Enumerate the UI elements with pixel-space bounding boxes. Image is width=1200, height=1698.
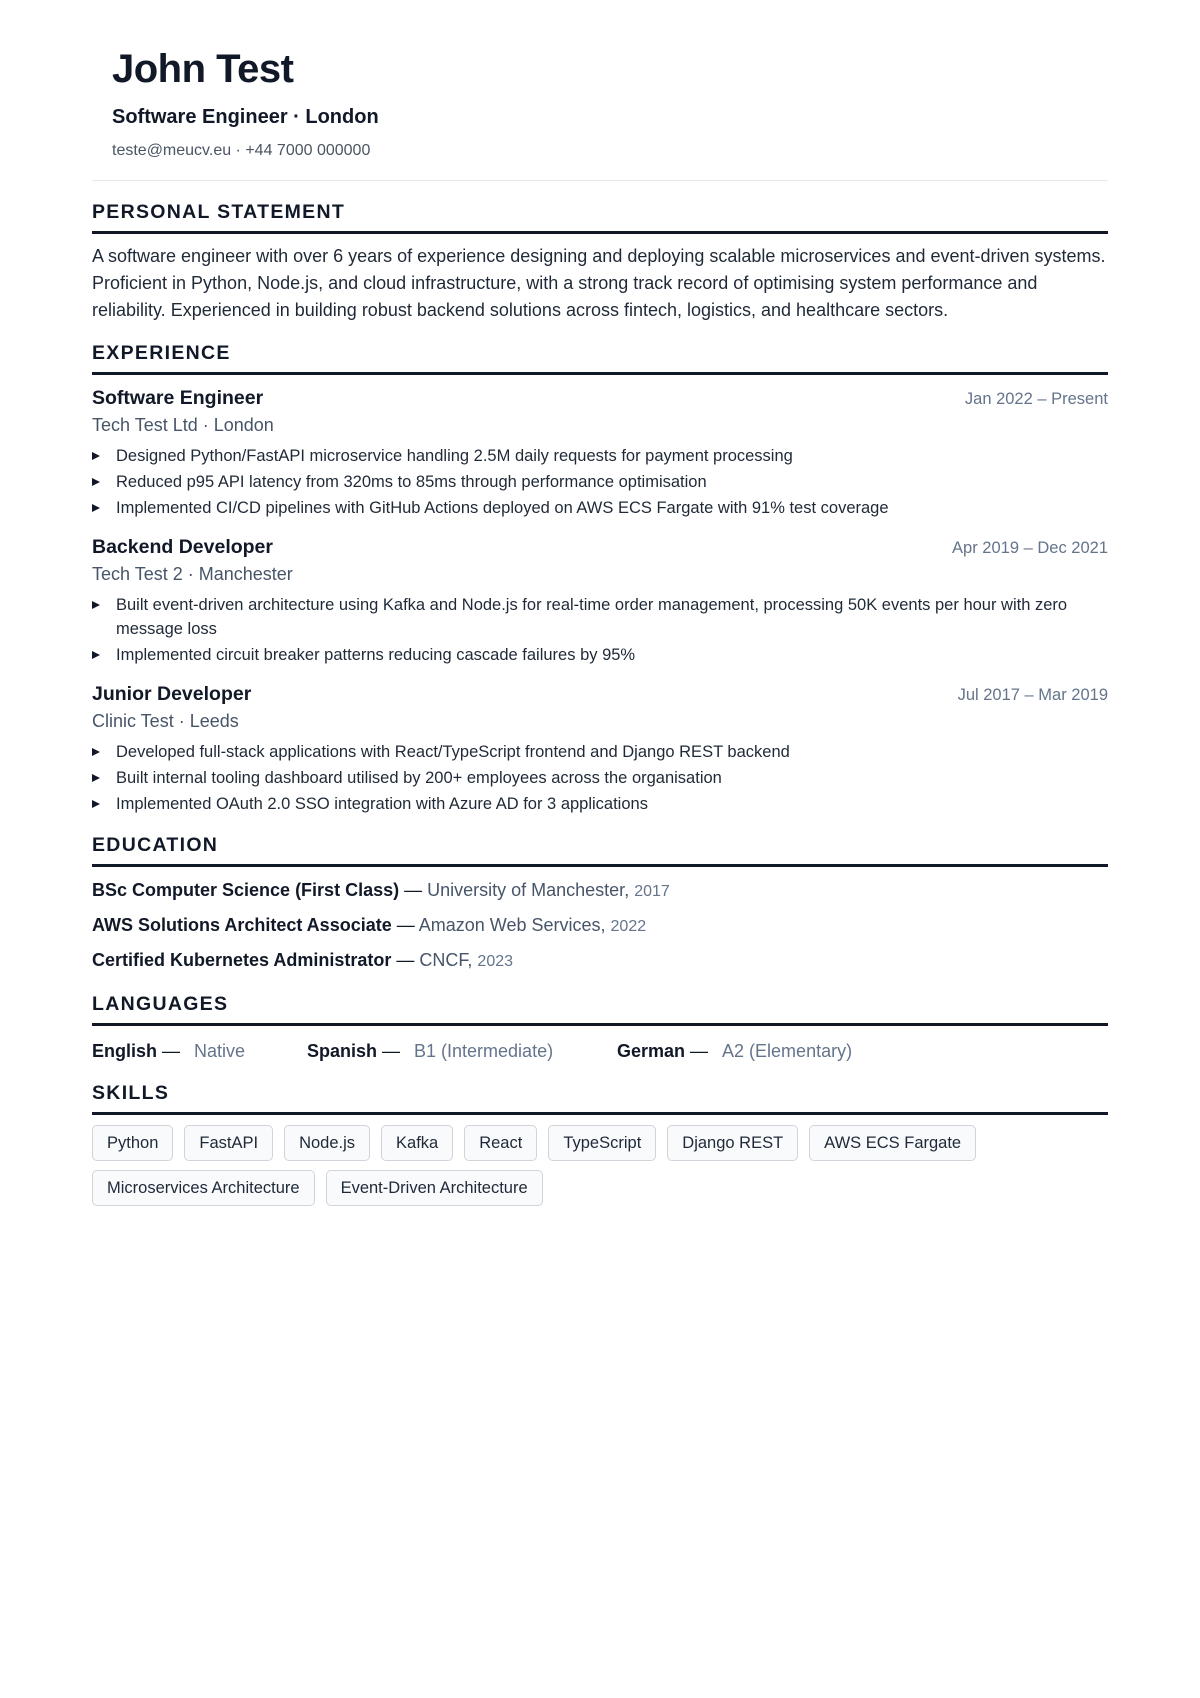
skills-section (92, 1080, 1108, 1215)
skill-chip: FastAPI (184, 1125, 273, 1161)
job-bullet: Designed Python/FastAPI microservice handling 2.5M daily requests for payment processing (92, 444, 1108, 468)
education-degree: AWS Solutions Architect Associate (92, 915, 392, 935)
section-title-experience: EXPERIENCE (92, 340, 1108, 375)
job-dates: Apr 2019 – Dec 2021 (952, 539, 1108, 557)
language-item (92, 1038, 307, 1064)
job-bullets (92, 593, 1108, 667)
job-company: Tech Test Ltd · London (92, 415, 274, 435)
education-list (92, 877, 1108, 975)
education-degree: Certified Kubernetes Administrator (92, 950, 392, 970)
job-company: Tech Test 2 · Manchester (92, 564, 293, 584)
job-bullet: Reduced p95 API latency from 320ms to 85ms through performance optimisation (92, 470, 1108, 494)
job-dates: Jan 2022 – Present (964, 390, 1108, 408)
bullet-triangle-icon (92, 601, 100, 609)
candidate-headline: Software Engineer · London (112, 106, 379, 128)
bullet-triangle-icon (92, 478, 100, 486)
job-entry (92, 534, 1108, 667)
language-level: B1 (Intermediate) (414, 1041, 554, 1061)
section-title-statement: PERSONAL STATEMENT (92, 199, 1108, 234)
job-bullet: Implemented OAuth 2.0 SSO integration with Azure AD for 3 applications (92, 792, 1108, 816)
candidate-name: John Test (112, 47, 294, 91)
bullet-triangle-icon (92, 651, 100, 659)
education-year: 2023 (477, 953, 514, 970)
education-institution: University of Manchester (427, 880, 625, 900)
education-separator: — (399, 880, 428, 900)
language-dash: — (162, 1041, 181, 1061)
education-institution: Amazon Web Services (418, 915, 601, 935)
skill-chip: Django REST (667, 1125, 798, 1161)
bullet-triangle-icon (92, 800, 100, 808)
language-name: English (92, 1041, 158, 1061)
language-level: A2 (Elementary) (722, 1041, 853, 1061)
education-degree: BSc Computer Science (First Class) (92, 880, 400, 900)
education-year: 2022 (610, 918, 647, 935)
education-separator: — (391, 915, 419, 935)
job-company: Clinic Test · Leeds (92, 711, 239, 731)
languages-list (92, 1038, 1108, 1064)
skill-chip: Node.js (284, 1125, 370, 1161)
job-entry (92, 681, 1108, 816)
language-name: German (617, 1041, 686, 1061)
skill-chip: AWS ECS Fargate (809, 1125, 976, 1161)
language-dash: — (690, 1041, 709, 1061)
education-section (92, 832, 1108, 975)
skill-chip: Kafka (381, 1125, 453, 1161)
job-bullet: Built event-driven architecture using Kafka and Node.js for real-time order management, processing 50K events per hour with zero message loss (92, 593, 1108, 641)
skills-list (92, 1125, 1108, 1215)
job-bullet: Implemented circuit breaker patterns reducing cascade failures by 95% (92, 643, 1108, 667)
job-title: Backend Developer (92, 536, 273, 558)
job-bullets (92, 444, 1108, 520)
education-item: AWS Solutions Architect Associate — Amazon Web Services, 2022 (92, 915, 647, 935)
skill-chip: Event-Driven Architecture (326, 1170, 543, 1206)
language-item (617, 1038, 852, 1064)
education-separator: — (391, 950, 420, 970)
education-item: BSc Computer Science (First Class) — University of Manchester, 2017 (92, 880, 670, 900)
skill-chip: React (464, 1125, 537, 1161)
skill-chip: TypeScript (548, 1125, 656, 1161)
bullet-triangle-icon (92, 774, 100, 782)
job-bullets (92, 740, 1108, 816)
language-item (307, 1038, 617, 1064)
job-entry (92, 385, 1108, 520)
skill-chip: Microservices Architecture (92, 1170, 315, 1206)
bullet-triangle-icon (92, 748, 100, 756)
resume-header (92, 0, 1108, 181)
job-dates: Jul 2017 – Mar 2019 (957, 686, 1108, 704)
section-title-skills: SKILLS (92, 1080, 1108, 1115)
experience-section (92, 340, 1108, 816)
bullet-triangle-icon (92, 452, 100, 460)
job-bullet: Built internal tooling dashboard utilised by 200+ employees across the organisation (92, 766, 1108, 790)
job-bullet: Developed full-stack applications with React/TypeScript frontend and Django REST backend (92, 740, 1108, 764)
languages-section (92, 991, 1108, 1064)
skill-chip: Python (92, 1125, 173, 1161)
personal-statement-section (92, 199, 1108, 324)
section-title-languages: LANGUAGES (92, 991, 1108, 1026)
education-year: 2017 (634, 883, 670, 900)
education-institution: CNCF (419, 950, 468, 970)
language-dash: — (382, 1041, 401, 1061)
education-item: Certified Kubernetes Administrator — CNCF, 2023 (92, 950, 514, 970)
statement-text: A software engineer with over 6 years of experience designing and deploying scalable microservices and event-driven systems. Proficient in Python, Node.js, and cloud infrastructure, with a strong track record of optimising system performance and reliability. Experienced in building robust backend solutions across fintech, logistics, and healthcare sectors. (92, 246, 1106, 320)
bullet-triangle-icon (92, 504, 100, 512)
job-bullet: Implemented CI/CD pipelines with GitHub Actions deployed on AWS ECS Fargate with 91% test coverage (92, 496, 1108, 520)
language-level: Native (194, 1041, 246, 1061)
job-title: Software Engineer (92, 387, 264, 409)
language-name: Spanish (307, 1041, 378, 1061)
section-title-education: EDUCATION (92, 832, 1108, 867)
contact-info: teste@meucv.eu · +44 7000 000000 (112, 142, 371, 159)
job-title: Junior Developer (92, 683, 252, 705)
